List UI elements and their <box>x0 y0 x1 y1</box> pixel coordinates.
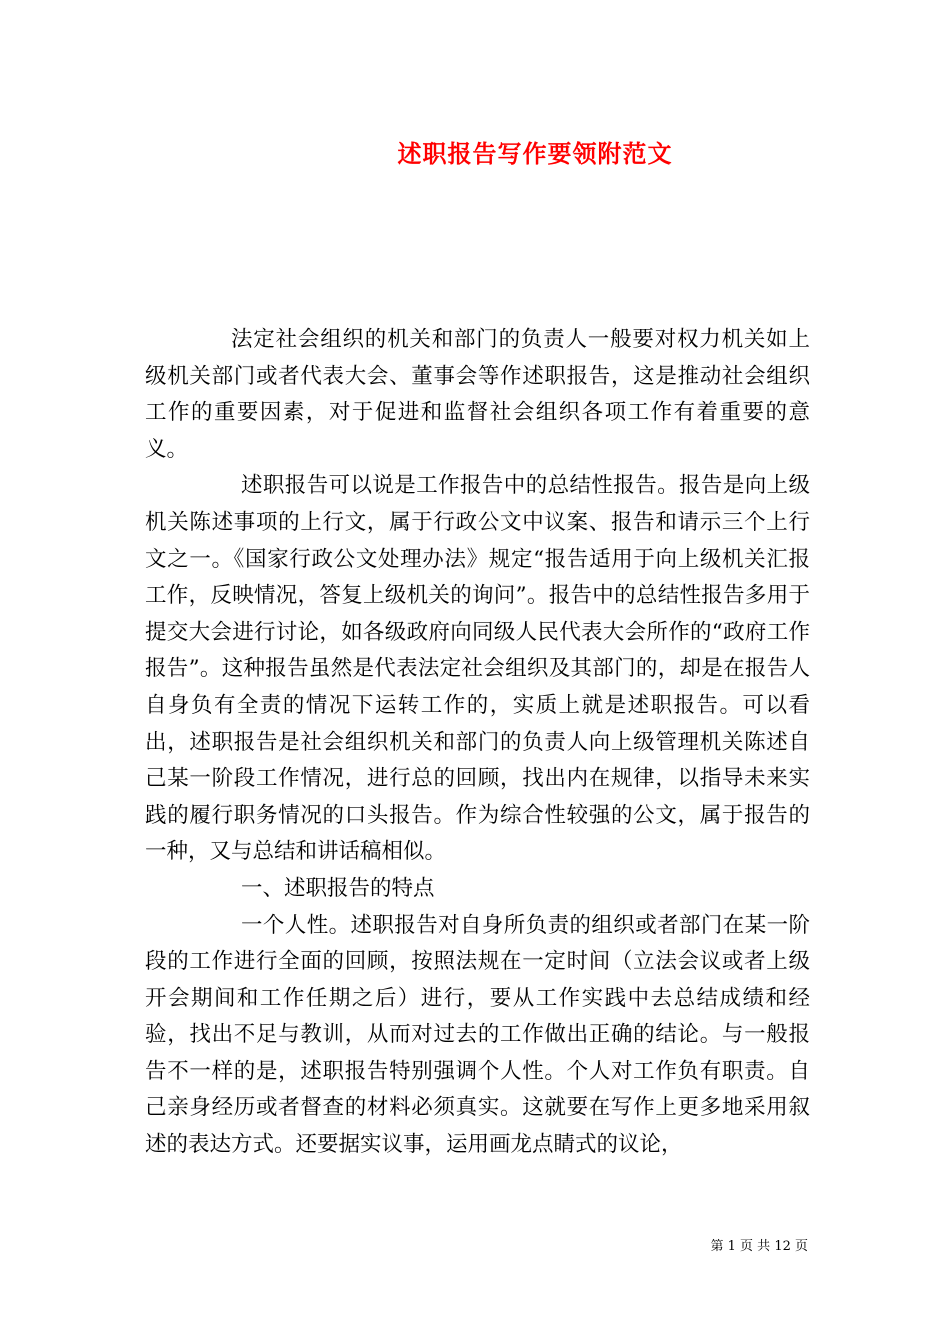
document-body <box>145 322 810 1164</box>
paragraph-characteristics: 一个人性。述职报告对自身所负责的组织或者部门在某一阶段的工作进行全面的回顾，按照法规在一定时间（立法会议或者上级开会期间和工作任期之后）进行，要从工作实践中去总结成绩和经验，找出不足与教训，从而对过去的工作做出正确的结论。与一般报告不一样的是，述职报告特别强调个人性。个人对工作负有职责。自己亲身经历或者督查的材料必须真实。这就要在写作上更多地采用叙述的表达方式。还要据实议事，运用画龙点睛式的议论， <box>145 912 810 1158</box>
document-title: 述职报告写作要领附范文 <box>397 139 673 168</box>
section-heading: 一、述职报告的特点 <box>241 875 435 901</box>
paragraph-definition: 述职报告可以说是工作报告中的总结性报告。报告是向上级机关陈述事项的上行文，属于行政公文中议案、报告和请示三个上行文之一。《国家行政公文处理办法》规定“报告适用于向上级机关汇报工作，反映情况，答复上级机关的询问”。报告中的总结性报告多用于提交大会进行讨论，如各级政府向同级人民代表大会所作的“政府工作报告”。这种报告虽然是代表法定社会组织及其部门的，却是在报告人自身负有全责的情况下运转工作的，实质上就是述职报告。可以看出，述职报告是社会组织机关和部门的负责人向上级管理机关陈述自己某一阶段工作情况，进行总的回顾，找出内在规律，以指导未来实践的履行职务情况的口头报告。作为综合性较强的公文，属于报告的一种，又与总结和讲话稿相似。 <box>145 473 810 865</box>
paragraph-intro: 法定社会组织的机关和部门的负责人一般要对权力机关如上级机关部门或者代表大会、董事会等作述职报告，这是推动社会组织工作的重要因素，对于促进和监督社会组织各项工作有着重要的意义。 <box>145 327 810 462</box>
page-number: 第 1 页 共 12 页 <box>710 1239 808 1254</box>
